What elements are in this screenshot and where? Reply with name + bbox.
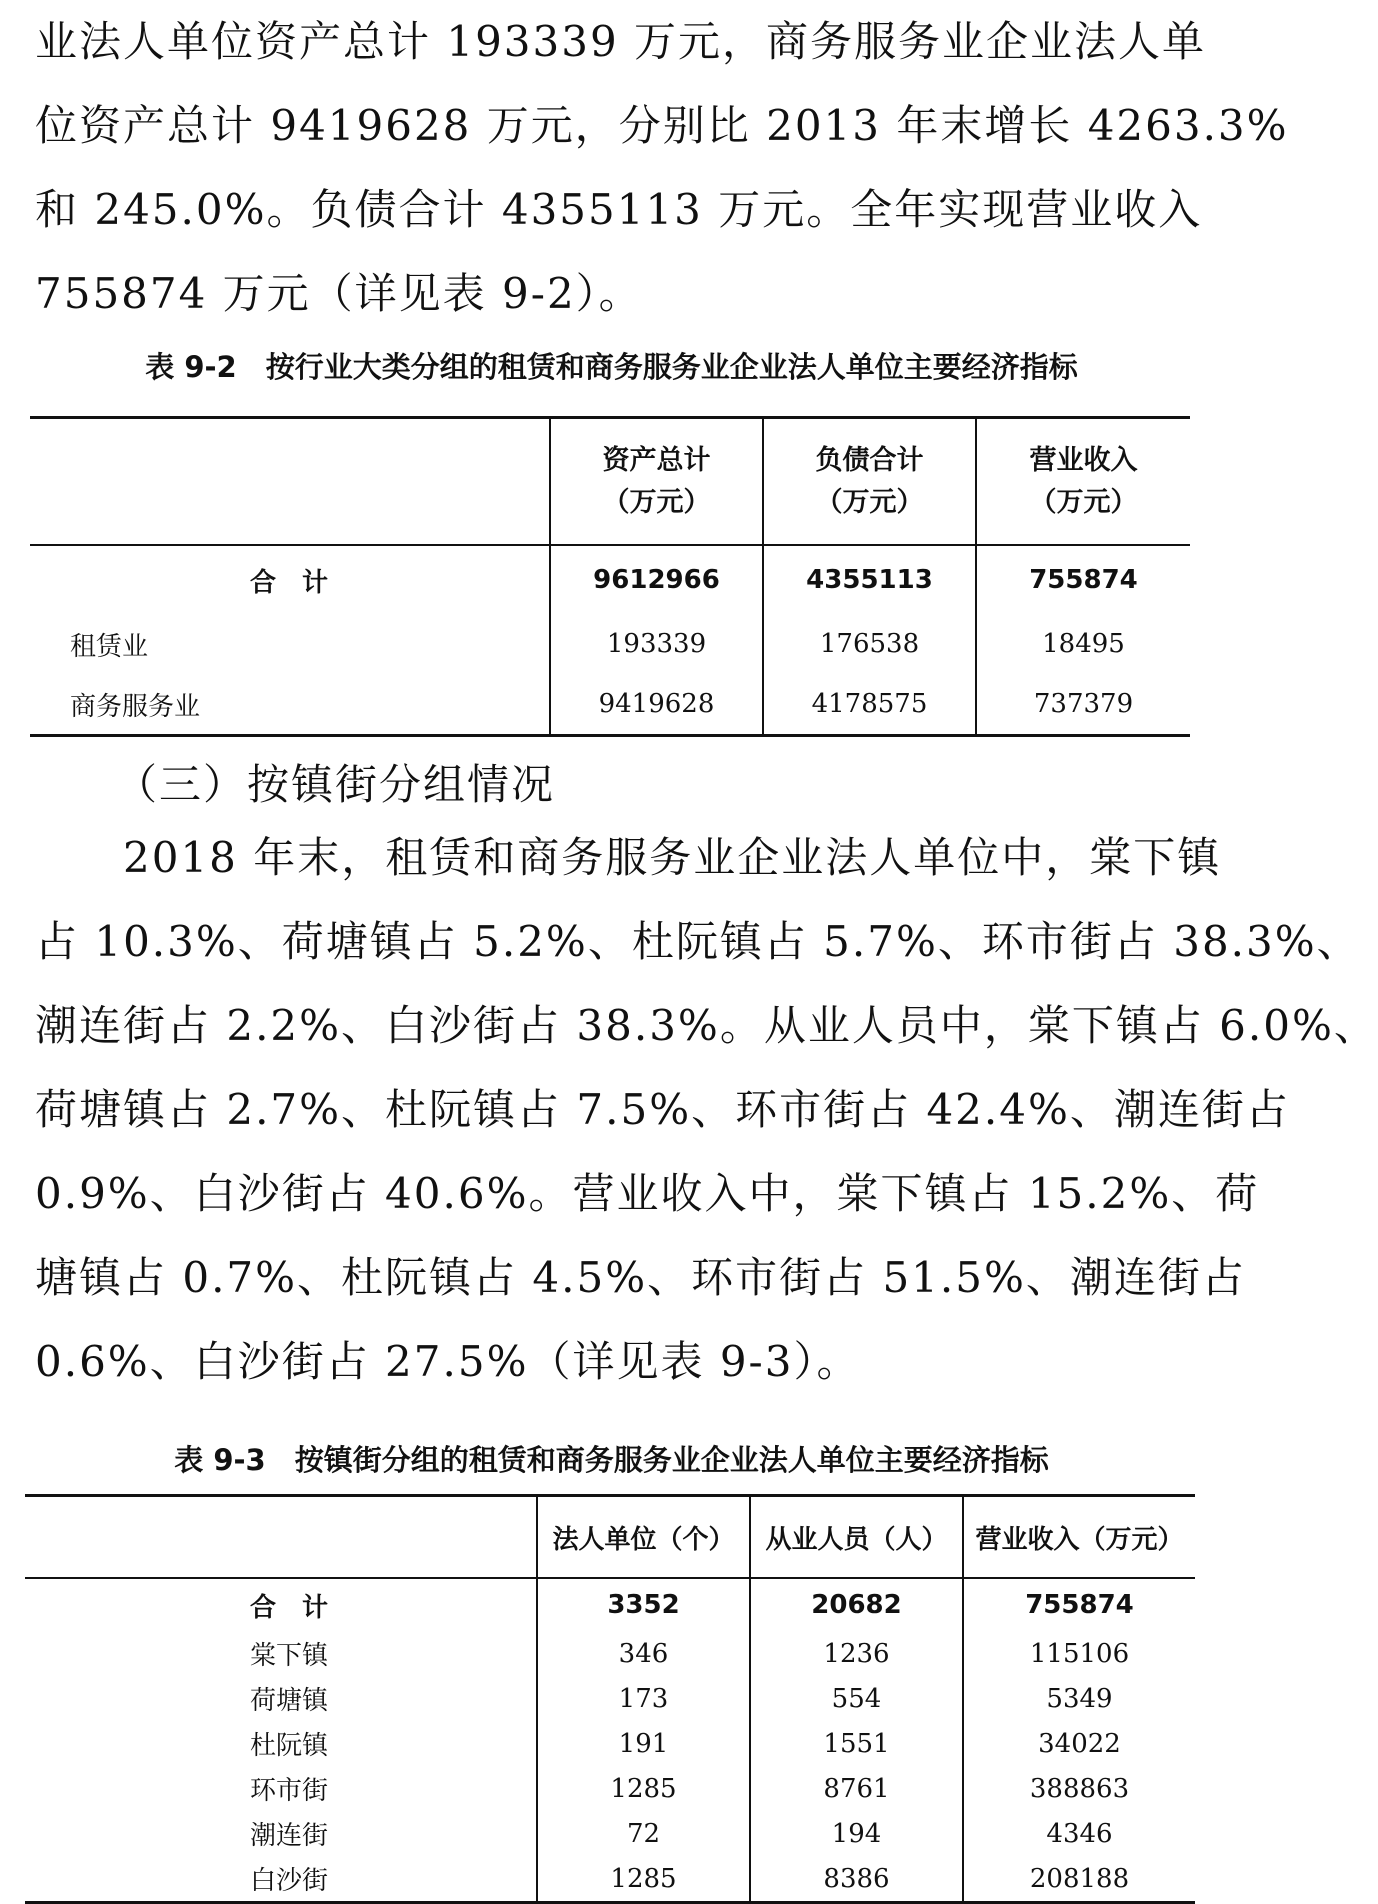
cell-value: 194 — [750, 1811, 963, 1856]
cell-value: 554 — [750, 1676, 963, 1721]
table-row — [25, 1676, 1195, 1721]
paragraph-line: 潮连街占 2.2%、白沙街占 38.3%。从业人员中，棠下镇占 6.0%、 — [35, 1001, 1378, 1050]
table-total-row — [25, 1578, 1195, 1631]
cell-value: 5349 — [963, 1676, 1195, 1721]
cell-value: 191 — [537, 1721, 750, 1766]
table-row — [30, 674, 1190, 736]
header-revenue: 营业收入 （万元） — [976, 418, 1190, 546]
cell-value: 18495 — [976, 614, 1190, 674]
cell-value: 9419628 — [550, 674, 763, 736]
section-heading: （三）按镇街分组情况 — [115, 760, 556, 809]
paragraph-line: 位资产总计 9419628 万元，分别比 2013 年末增长 4263.3% — [35, 101, 1289, 150]
cell-value: 346 — [537, 1631, 750, 1676]
paragraph-line: 荷塘镇占 2.7%、杜阮镇占 7.5%、环市街占 42.4%、潮连街占 — [35, 1085, 1290, 1134]
row-label: 租赁业 — [70, 631, 149, 662]
header-units: 法人单位（个） — [537, 1496, 750, 1579]
row-label: 潮连街 — [250, 1821, 329, 1851]
table-header-row — [30, 418, 1190, 546]
row-label: 棠下镇 — [250, 1641, 329, 1671]
cell-value: 4178575 — [763, 674, 976, 736]
paragraph-line: 0.6%、白沙街占 27.5%（详见表 9-3）。 — [35, 1337, 861, 1386]
table-row — [25, 1766, 1195, 1811]
row-label: 环市街 — [250, 1776, 329, 1806]
paragraph-line: 0.9%、白沙街占 40.6%。营业收入中，棠下镇占 15.2%、荷 — [35, 1169, 1260, 1218]
paragraph-line: 塘镇占 0.7%、杜阮镇占 4.5%、环市街占 51.5%、潮连街占 — [35, 1253, 1246, 1302]
table-row — [25, 1811, 1195, 1856]
table-9-2-caption: 表 9-2 按行业大类分组的租赁和商务服务业企业法人单位主要经济指标 — [145, 350, 1078, 384]
header-assets: 资产总计 （万元） — [550, 418, 763, 546]
row-label: 合 计 — [250, 1592, 329, 1623]
cell-value: 1551 — [750, 1721, 963, 1766]
row-label: 商务服务业 — [70, 691, 201, 722]
paragraph-line: 和 245.0%。负债合计 4355113 万元。全年实现营业收入 — [35, 185, 1203, 234]
table-row — [30, 614, 1190, 674]
cell-value: 3352 — [537, 1578, 750, 1631]
cell-value: 193339 — [550, 614, 763, 674]
row-label: 白沙街 — [250, 1866, 329, 1896]
cell-value: 176538 — [763, 614, 976, 674]
row-label: 杜阮镇 — [250, 1731, 329, 1761]
table-9-2 — [30, 416, 1190, 737]
cell-value: 755874 — [976, 545, 1190, 614]
cell-value: 208188 — [963, 1856, 1195, 1903]
cell-value: 9612966 — [550, 545, 763, 614]
cell-value: 20682 — [750, 1578, 963, 1631]
cell-value: 737379 — [976, 674, 1190, 736]
paragraph-line: 占 10.3%、荷塘镇占 5.2%、杜阮镇占 5.7%、环市街占 38.3%、 — [35, 917, 1361, 966]
cell-value: 115106 — [963, 1631, 1195, 1676]
table-row — [25, 1721, 1195, 1766]
cell-value: 388863 — [963, 1766, 1195, 1811]
paragraph-line: 业法人单位资产总计 193339 万元，商务服务业企业法人单 — [35, 17, 1207, 66]
header-revenue: 营业收入（万元） — [963, 1496, 1195, 1579]
header-blank — [30, 418, 550, 546]
cell-value: 4346 — [963, 1811, 1195, 1856]
header-blank — [25, 1496, 537, 1579]
cell-value: 8386 — [750, 1856, 963, 1903]
cell-value: 4355113 — [763, 545, 976, 614]
table-total-row — [30, 545, 1190, 614]
table-9-3 — [25, 1494, 1195, 1904]
cell-value: 34022 — [963, 1721, 1195, 1766]
header-liabilities: 负债合计 （万元） — [763, 418, 976, 546]
cell-value: 1285 — [537, 1766, 750, 1811]
cell-value: 755874 — [963, 1578, 1195, 1631]
cell-value: 1285 — [537, 1856, 750, 1903]
table-9-3-caption: 表 9-3 按镇街分组的租赁和商务服务业企业法人单位主要经济指标 — [174, 1443, 1049, 1477]
paragraph-line: 2018 年末，租赁和商务服务业企业法人单位中，棠下镇 — [35, 833, 1222, 882]
cell-value: 1236 — [750, 1631, 963, 1676]
cell-value: 173 — [537, 1676, 750, 1721]
town-paragraph — [35, 816, 1378, 1404]
table-row — [25, 1631, 1195, 1676]
cell-value: 72 — [537, 1811, 750, 1856]
header-employees: 从业人员（人） — [750, 1496, 963, 1579]
table-row — [25, 1856, 1195, 1903]
row-label: 荷塘镇 — [250, 1686, 329, 1716]
row-label: 合 计 — [249, 567, 328, 598]
table-header-row — [25, 1496, 1195, 1579]
cell-value: 8761 — [750, 1766, 963, 1811]
paragraph-line: 755874 万元（详见表 9-2）。 — [35, 269, 643, 318]
intro-paragraph — [35, 0, 1289, 336]
